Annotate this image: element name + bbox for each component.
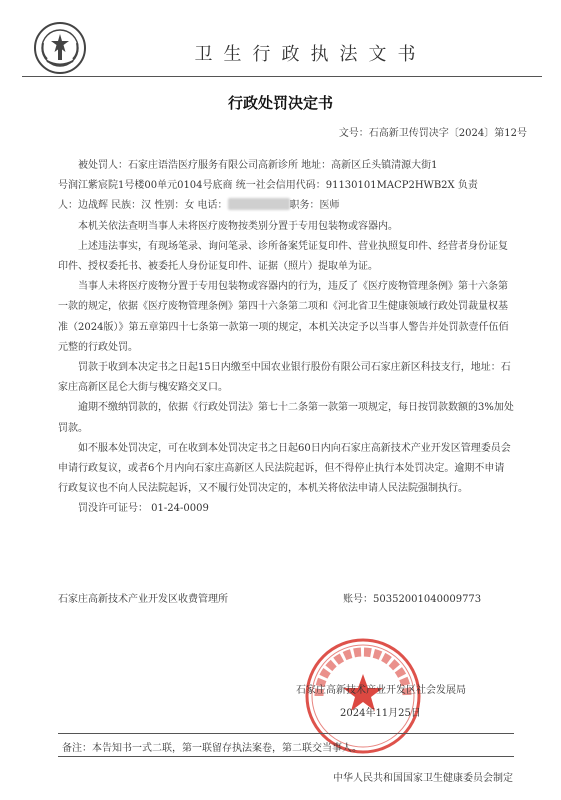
party-line-2: 号润江紫宸院1号楼00单元0104号底商 统一社会信用代码：91130101MACP2HWB2X 负责 [58, 180, 478, 192]
decision-body [58, 156, 514, 520]
paragraph-evidence: 上述违法事实，有现场笔录、询问笔录、诊所备案凭证复印件、营业执照复印件、经营者身份证复印件、授权委托书、被委托人身份证复印件、证据（照片）提取单为证。 [58, 240, 508, 273]
party-line-1: 被处罚人：石家庄语浩医疗服务有限公司高新诊所 地址：高新区丘头镇清源大街1 [78, 160, 438, 171]
footer-maker: 中华人民共和国国家卫生健康委员会制定 [333, 773, 513, 784]
footer-divider-bottom [58, 756, 514, 757]
party-line-3-a: 人：边战辉 民族：汉 性别：女 电话： [58, 200, 228, 212]
header-title: 卫生行政执法文书 [194, 44, 427, 65]
paragraph-late-fee: 逾期不缴纳罚款的，依据《行政处罚法》第七十二条第一款第一项规定，每日按罚款数额的3%加处罚款。 [58, 402, 514, 434]
paragraph-decision: 当事人未将医疗废物分置于专用包装物或容器内的行为，违反了《医疗废物管理条例》第十六条第一款的规定，依据《医疗废物管理条例》第四十六条第二项和《河北省卫生健康领域行政处罚裁量权基准（2024版）》第五章第四十七条第一款第一项的规定，本机关决定予以当事人警告并处罚款壹仟伍佰元整的行政处罚。 [58, 281, 509, 353]
header-divider [22, 76, 542, 77]
footer-note: 备注：本告知书一式二联，第一联留存执法案卷，第二联交当事人。 [62, 743, 362, 754]
redacted-phone [228, 198, 290, 210]
official-seal-icon [303, 636, 423, 756]
footer-divider-top [58, 733, 514, 734]
paragraph-license: 罚没许可证号： 01-24-0009 [78, 503, 209, 515]
document-number: 文号：石高新卫传罚决字〔2024〕第12号 [338, 128, 527, 139]
paragraph-payment: 罚款于收到本决定书之日起15日内缴至中国农业银行股份有限公司石家庄新区科技支行，地址：石家庄高新区昆仑大街与槐安路交叉口。 [58, 362, 511, 394]
document-title: 行政处罚决定书 [227, 94, 333, 112]
party-line-3 [58, 196, 514, 216]
account-number: 账号：50352001040009773 [343, 594, 482, 605]
issue-date: 2024年11月25日 [340, 708, 421, 719]
payee-name: 石家庄高新技术产业开发区收费管理所 [58, 594, 228, 605]
party-line-3-b: 职务：医师 [289, 200, 340, 212]
paragraph-appeal: 如不服本处罚决定，可在收到本处罚决定书之日起60日内向石家庄高新技术产业开发区管理委员会申请行政复议，或者6个月内向石家庄高新区人民法院起诉，但不得停止执行本处罚决定。逾期不申请行政复议也不向人民法院起诉，又不履行处罚决定的，本机关将依法申请人民法院强制执行。 [58, 442, 511, 495]
issuing-authority: 石家庄高新技术产业开发区社会发展局 [296, 685, 466, 696]
paragraph-findings: 本机关依法查明当事人未将医疗废物按类别分置于专用包装物或容器内。 [78, 220, 398, 232]
